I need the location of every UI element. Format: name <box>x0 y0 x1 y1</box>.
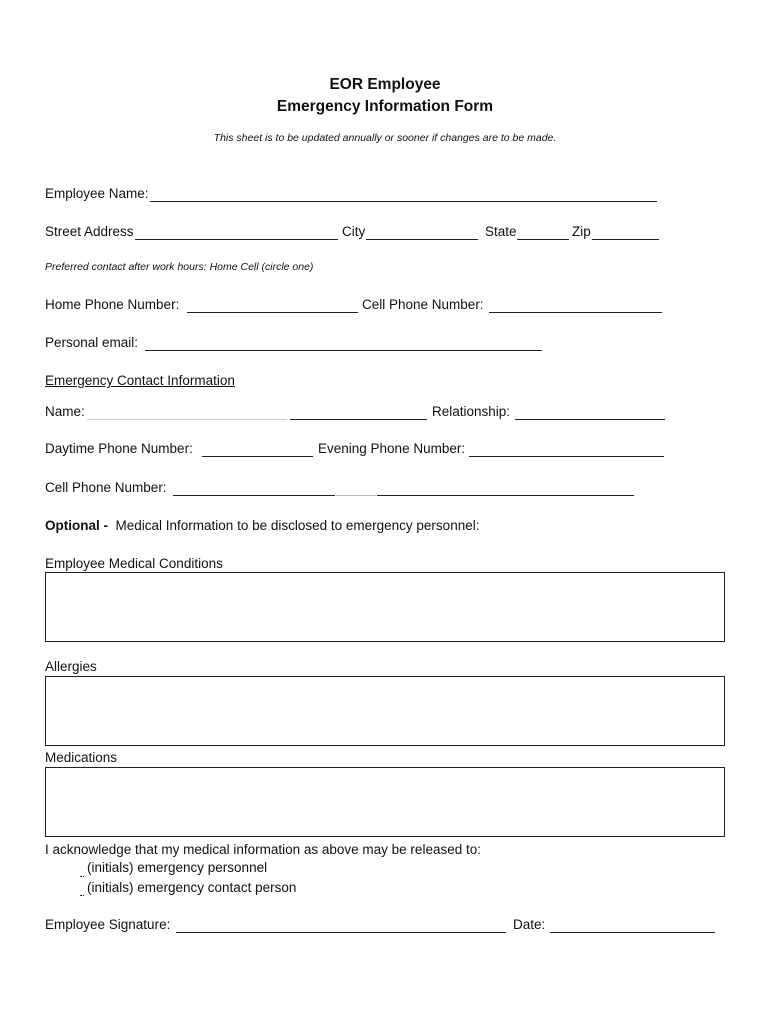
emergency-name-label: Name: <box>45 404 85 419</box>
evening-phone-label: Evening Phone Number: <box>318 441 466 456</box>
emergency-cell-field[interactable] <box>173 495 335 496</box>
optional-label: Optional - <box>45 518 108 533</box>
personal-email-field[interactable] <box>145 350 542 351</box>
employee-name-field[interactable] <box>150 201 657 202</box>
medical-conditions-box[interactable] <box>45 572 725 642</box>
medications-box[interactable] <box>45 767 725 837</box>
emergency-cell-field-faint[interactable] <box>336 495 376 496</box>
date-field[interactable] <box>550 932 715 933</box>
daytime-phone-label: Daytime Phone Number: <box>45 441 193 456</box>
relationship-field[interactable] <box>515 419 665 420</box>
city-field[interactable] <box>366 239 478 240</box>
street-address-field[interactable] <box>135 239 338 240</box>
street-address-label: Street Address <box>45 224 134 239</box>
personal-email-label: Personal email: <box>45 335 139 350</box>
cell-phone-field[interactable] <box>489 312 662 313</box>
employee-signature-label: Employee Signature: <box>45 917 171 932</box>
initials-contact-field[interactable] <box>80 895 84 896</box>
form-title-line1: EOR Employee <box>329 76 441 93</box>
initials-contact-label: (initials) emergency contact person <box>87 880 297 895</box>
evening-phone-field[interactable] <box>469 456 664 457</box>
employee-name-label: Employee Name: <box>45 186 149 201</box>
zip-label: Zip <box>572 224 591 239</box>
relationship-label: Relationship: <box>432 404 511 419</box>
cell-phone-label: Cell Phone Number: <box>362 297 484 312</box>
emergency-cell-label: Cell Phone Number: <box>45 480 167 495</box>
optional-medical-row <box>45 518 479 534</box>
home-phone-label: Home Phone Number: <box>45 297 180 312</box>
home-phone-field[interactable] <box>187 312 358 313</box>
initials-personnel-label: (initials) emergency personnel <box>87 860 268 875</box>
emergency-cell-field-extra[interactable] <box>377 495 634 496</box>
employee-signature-field[interactable] <box>176 932 506 933</box>
emergency-name-field[interactable] <box>290 419 427 420</box>
optional-text: Medical Information to be disclosed to emergency personnel: <box>115 518 480 533</box>
daytime-phone-field[interactable] <box>202 456 313 457</box>
initials-personnel-field[interactable] <box>80 876 84 877</box>
emergency-contact-heading: Emergency Contact Information <box>45 373 235 388</box>
city-label: City <box>342 224 366 239</box>
allergies-label: Allergies <box>45 659 97 674</box>
medical-conditions-label: Employee Medical Conditions <box>45 556 223 571</box>
state-label: State <box>485 224 517 239</box>
acknowledge-text: I acknowledge that my medical information as above may be released to: <box>45 842 481 857</box>
date-label: Date: <box>513 917 546 932</box>
zip-field[interactable] <box>592 239 659 240</box>
allergies-box[interactable] <box>45 676 725 746</box>
state-field[interactable] <box>517 239 569 240</box>
form-subtitle: This sheet is to be updated annually or sooner if changes are to be made. <box>213 132 557 144</box>
emergency-name-field-faint[interactable] <box>87 419 287 420</box>
preferred-contact-text: Preferred contact after work hours: Home Cell (circle one) <box>45 261 314 273</box>
medications-label: Medications <box>45 750 118 765</box>
form-title-line2: Emergency Information Form <box>276 98 494 115</box>
